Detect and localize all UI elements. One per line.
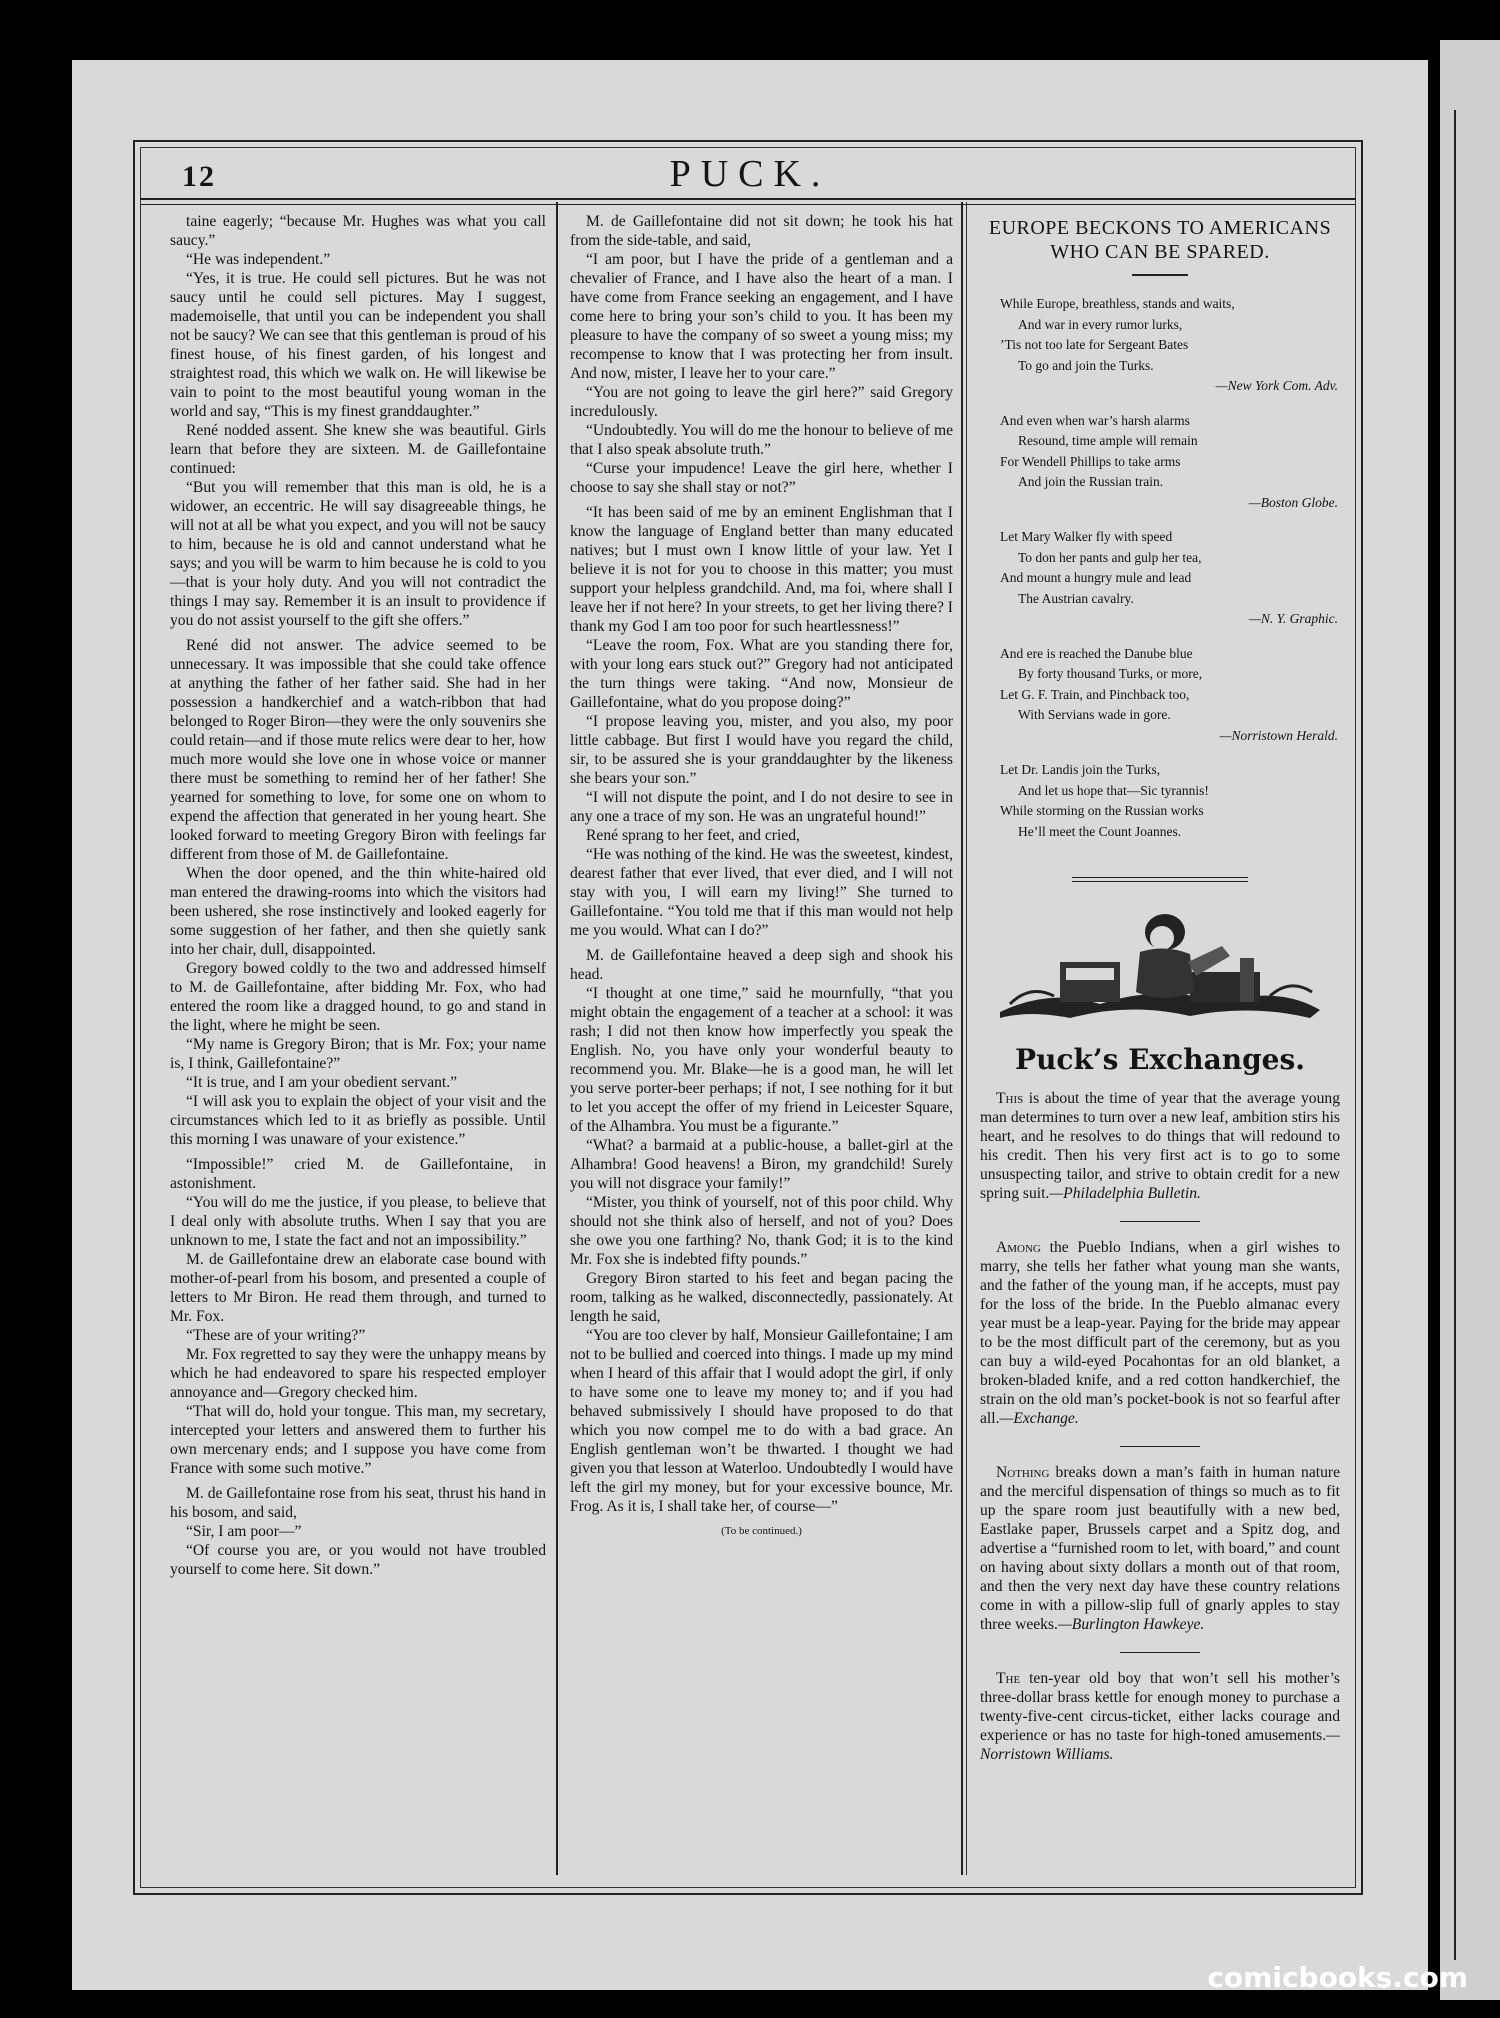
to-be-continued: (To be continued.) xyxy=(721,1525,802,1537)
poem-line: For Wendell Phillips to take arms xyxy=(1000,453,1181,469)
exchange-item xyxy=(980,1238,1340,1428)
paragraph: “You are not going to leave the girl here?” said Gregory incredulously. xyxy=(570,384,953,420)
item-body: is about the time of year that the average young man determines to turn over a new leaf, ambition stirs his heart, and he resolves to do things that will redound to his credit. Then his very first act is to go to some unsuspecting tailor, and strive to obtain credit for a new spring suit. xyxy=(980,1089,1340,1202)
paragraph: “I am poor, but I have the pride of a gentleman and a chevalier of France, and I have also the heart of a man. I have come from France seeking an engagement, and I have come here to bring your son’s child to you. It has been my pleasure to have the company of so sweet a young miss; my recompense to know that I was protecting her from insult. And now, mister, I leave her to your care.” xyxy=(570,251,953,382)
item-source: —Burlington Hawkeye. xyxy=(1057,1615,1205,1633)
paragraph: Mr. Fox regretted to say they were the unhappy means by which he had endeavored to spare his respected employer annoyance and—Gregory checked him. xyxy=(170,1346,546,1401)
paragraph: “I will not dispute the point, and I do not desire to see in any one a trace of my son. He was an ungrateful hound!” xyxy=(570,789,953,825)
poem-line: While storming on the Russian works xyxy=(1000,803,1204,818)
poem-source: —Norristown Herald. xyxy=(1219,727,1338,743)
poem-source: —New York Com. Adv. xyxy=(1215,378,1338,393)
story-column-2 xyxy=(570,212,953,1541)
paragraph: “My name is Gregory Biron; that is Mr. Fox; your name is, I think, Gaillefontaine?” xyxy=(170,1036,546,1072)
paragraph: René sprang to her feet, and cried, xyxy=(586,827,800,844)
paragraph: “Yes, it is true. He could sell pictures. But he was not saucy until he could sell pictures. May I suggest, mademoiselle, that until you can be independent you shall not be saucy? We can see that this gentleman is proud of his finest house, of his finest garden, of his longest and straightest road, this which we walk on. He will likewise be vain to point to the most beautiful young woman in the world and say, “This is my finest granddaughter.” xyxy=(170,270,546,420)
paragraph: “I thought at one time,” said he mournfully, “that you might obtain the engagement of a teacher at a school: it was rash; I did not then know how imperfectly you speak the English. No, you have only your wonderful beauty to recommend you. Mr. Blake—he is a good man, he will let you serve porter-beer perhaps; if not, I see nothing for it but to let you accept the offer of my friend in Leicester Square, of the Alhambra. You must be a figurante.” xyxy=(570,985,953,1135)
paragraph: “Sir, I am poor—” xyxy=(186,1523,302,1540)
header-rule xyxy=(140,198,1356,205)
column-divider xyxy=(961,202,963,1875)
poem-line: Let Dr. Landis join the Turks, xyxy=(1000,762,1161,777)
poem-line: ’Tis not too late for Sergeant Bates xyxy=(1000,337,1189,352)
poem-line: Let Mary Walker fly with speed xyxy=(1000,529,1173,544)
paragraph: taine eagerly; “because Mr. Hughes was what you call saucy.” xyxy=(170,213,546,249)
poem-title: EUROPE BECKONS TO AMERICANS WHO CAN BE SPARED. xyxy=(988,217,1332,263)
paragraph: Gregory Biron started to his feet and began pacing the room, talking as he walked, disconnectedly, passionately. At length he said, xyxy=(570,1270,953,1325)
item-source: —Exchange. xyxy=(999,1409,1079,1427)
paragraph: “These are of your writing?” xyxy=(186,1327,366,1344)
paragraph: “Curse your impudence! Leave the girl here, whether I choose to say she shall stay or not?” xyxy=(570,460,953,496)
poem-line: With Servians wade in gore. xyxy=(1018,707,1171,722)
poem-line: Resound, time ample will remain xyxy=(1018,433,1198,448)
ornamental-divider xyxy=(1072,877,1248,882)
paragraph: “I propose leaving you, mister, and you also, my poor little cabbage. But first I would have you regard the child, sir, to be assured she is your granddaughter by the likeness she bears your son.” xyxy=(570,713,953,787)
paragraph: Gregory bowed coldly to the two and addressed himself to M. de Gaillefontaine, after bidding Mr. Fox, who had entered the room like a dragged hound, to go and stand in the light, where he might be seen. xyxy=(170,960,546,1034)
paragraph: M. de Gaillefontaine heaved a deep sigh and shook his head. xyxy=(570,947,953,983)
paragraph: “Leave the room, Fox. What are you standing there for, with your long ears stuck out?” Gregory had not anticipated the turn things were taking. “And now, Monsieur de Gaillefontaine, what do you propose doing?” xyxy=(570,637,953,711)
poem xyxy=(1000,294,1340,863)
paragraph: M. de Gaillefontaine did not sit down; he took his hat from the side-table, and said, xyxy=(570,213,953,249)
divider xyxy=(1120,1221,1200,1222)
paragraph: “Mister, you think of yourself, not of this poor child. Why should not she think also of herself, and not of you? Does she owe you one farthing? No, thank God; it is to the kind Mr. Fox she is indebted fifty pounds.” xyxy=(570,1194,953,1268)
paragraph: René nodded assent. She knew she was beautiful. Girls learn that before they are sixteen. M. de Gaillefontaine continued: xyxy=(170,422,546,477)
poem-line: He’ll meet the Count Joannes. xyxy=(1018,823,1182,839)
poem-source: —N. Y. Graphic. xyxy=(1248,611,1338,626)
divider xyxy=(1120,1652,1200,1653)
exchange-items xyxy=(980,1089,1340,1764)
paragraph: M. de Gaillefontaine rose from his seat, thrust his hand in his bosom, and said, xyxy=(170,1485,546,1521)
exchanges-column xyxy=(980,212,1340,1764)
poem-source: —Boston Globe. xyxy=(1248,494,1338,510)
paragraph: When the door opened, and the thin white-haired old man entered the drawing-rooms into which the visitors had been ushered, she rose instinctively and looked eagerly for some suggestion of her father, and then she quietly sank into her chair, dull, disappointed. xyxy=(170,865,546,958)
exchange-item xyxy=(980,1669,1340,1764)
column-divider xyxy=(556,202,558,1875)
paragraph: “You are too clever by half, Monsieur Gaillefontaine; I am not to be bullied and coerced into things. I made up my mind when I heard of this affair that I would adopt the girl, if only to have some one to leave my money to; and if you had behaved submissively I should have proposed to do that which you now compel me to do with a bad grace. An English gentleman won’t be thwarted. I thought we had given you that lesson at Waterloo. Undoubtedly I would have left the girl my money, but for your excessive bounce, Mr. Frog. As it is, I shall take her, of course—” xyxy=(570,1327,953,1515)
paragraph: René did not answer. The advice seemed to be unnecessary. It was impossible that she could take offence at anything the father of her father said. She had in her possession a handkerchief and a watch-ribbon that had belonged to Roger Biron—they were the only souvenirs she could retain—and if those mute relics were dear to her, how much more would she love one in whose voice or manner there must be something to remind her of her father! She yearned for something to love, for some one on whom to expend the affection that generated in her young heart. She looked forward to meeting Gregory Biron with feelings far different from those of M. de Gaillefontaine. xyxy=(170,637,546,863)
item-body: the Pueblo Indians, when a girl wishes to marry, she tells her father what young man she wants, and the father of the young man, if he accepts, must pay for the loss of the bride. In the Pueblo almanac every year must be a leap-year. Paying for the bride may appear to be the most difficult part of the ceremony, but as you can buy a wild-eyed Pocahontas for an old blanket, a broken-bladed knife, and a red cotton handkerchief, the strain on the old man’s pocket-book is not so fearful after all. xyxy=(980,1238,1340,1427)
item-source: —Philadelphia Bulletin. xyxy=(1049,1184,1201,1202)
poem-line: And join the Russian train. xyxy=(1018,474,1164,489)
divider xyxy=(1132,274,1188,276)
poem-line: The Austrian cavalry. xyxy=(1018,590,1134,606)
paragraph: “He was nothing of the kind. He was the sweetest, kindest, dearest father that ever lived, that ever died, and I will not stay with you, I will earn my living!” She turned to Gaillefontaine. “You told me that if this man would not help me you would. What can I do?” xyxy=(570,846,953,939)
poem-line: To don her pants and gulp her tea, xyxy=(1018,549,1202,565)
poem-line: To go and join the Turks. xyxy=(1018,357,1154,373)
item-lead-word: The xyxy=(996,1669,1021,1687)
paragraph: “Of course you are, or you would not have troubled yourself to come here. Sit down.” xyxy=(170,1542,546,1578)
poem-source xyxy=(1000,842,1340,863)
poem-line: And even when war’s harsh alarms xyxy=(1000,412,1190,428)
paragraph: “He was independent.” xyxy=(186,251,331,268)
item-lead-word: Nothing xyxy=(996,1463,1050,1481)
item-body: breaks down a man’s faith in human nature and the merciful dispensation of things so much as to fit up the spare room just beautifully with a new bed, Eastlake paper, Brussels carpet and a Spitz dog, and advertise a “furnished room to let, with board,” and count on having about sixty dollars a month out of that room, and then the very next day have these country relations come in with a pillow-slip full of gnarly apples to stay three weeks. xyxy=(980,1463,1340,1633)
paragraph: “That will do, hold your tongue. This man, my secretary, intercepted your letters and answered them to further his own mercenary ends; and I suppose you have come from France with some such motive.” xyxy=(170,1403,546,1477)
paragraph: “It has been said of me by an eminent Englishman that I know the language of England better than many educated natives; but I must own I know little of your law. Yet I believe it is not for you to choose in this matter; you must support your helpless grandchild. And, ma foi, where shall I leave her if not here? In your streets, to get her living there? I thank my God I am too poor for such heartlessness!” xyxy=(570,504,953,635)
item-source: —Norristown Williams. xyxy=(980,1726,1340,1763)
exchange-item xyxy=(980,1089,1340,1203)
divider xyxy=(1120,1446,1200,1447)
item-lead-word: This xyxy=(996,1089,1024,1107)
paragraph: “What? a barmaid at a public-house, a ballet-girl at the Alhambra! Good heavens! a Biron, my grandchild! Surely you will not disgrace your family!” xyxy=(570,1137,953,1192)
paragraph: M. de Gaillefontaine drew an elaborate case bound with mother-of-pearl from his bosom, and presented a couple of letters to Mr Biron. He read them through, and turned to Mr. Fox. xyxy=(170,1251,546,1325)
puck-cherub-vignette-image xyxy=(990,892,1330,1032)
paragraph: “Impossible!” cried M. de Gaillefontaine, in astonishment. xyxy=(170,1156,546,1192)
poem-line: While Europe, breathless, stands and waits, xyxy=(1000,296,1235,311)
paragraph: “I will ask you to explain the object of your visit and the circumstances which led to it as briefly as possible. Until this morning I was unaware of your existence.” xyxy=(170,1093,546,1148)
watermark: comicbooks.com xyxy=(1207,1961,1468,1994)
poem-line: And war in every rumor lurks, xyxy=(1018,316,1183,332)
poem-line: Let G. F. Train, and Pinchback too, xyxy=(1000,686,1190,702)
paragraph: “You will do me the justice, if you please, to believe that I deal only with absolute truths. When I say that you are unknown to me, I state the fact and not an impossibility.” xyxy=(170,1194,546,1249)
paragraph: “Undoubtedly. You will do me the honour to believe of me that I also speak absolute truth.” xyxy=(570,422,953,458)
poem-line: And ere is reached the Danube blue xyxy=(1000,645,1193,661)
item-lead-word: Among xyxy=(996,1238,1041,1256)
poem-line: And mount a hungry mule and lead xyxy=(1000,570,1192,585)
section-title: Puck’s Exchanges. xyxy=(1015,1042,1305,1076)
exchange-item xyxy=(980,1463,1340,1634)
page-number: 12 xyxy=(182,160,216,193)
adjacent-page-edge xyxy=(1440,40,1500,2000)
poem-line: By forty thousand Turks, or more, xyxy=(1018,666,1203,681)
masthead-title: PUCK. xyxy=(669,153,831,195)
paragraph: “It is true, and I am your obedient servant.” xyxy=(186,1074,458,1091)
poem-line: And let us hope that—Sic tyrannis! xyxy=(1018,782,1209,798)
paragraph: “But you will remember that this man is old, he is a widower, an eccentric. He will say disagreeable things, he will not at all be what you expect, and you will not be saucy to him, because he is old and cannot understand what he says; and you will be warm to him because he is cold to you—that is your holy duty. And you will not contradict the things I may say. Remember it is an insult to providence if you do not assist yourself to the gift she offers.” xyxy=(170,479,546,629)
item-body: ten-year old boy that won’t sell his mother’s three-dollar brass kettle for enough money to purchase a twenty-five-cent circus-ticket, either lacks courage and experience or has no taste for high-toned amusements. xyxy=(980,1669,1340,1744)
story-column-1 xyxy=(170,212,546,1579)
